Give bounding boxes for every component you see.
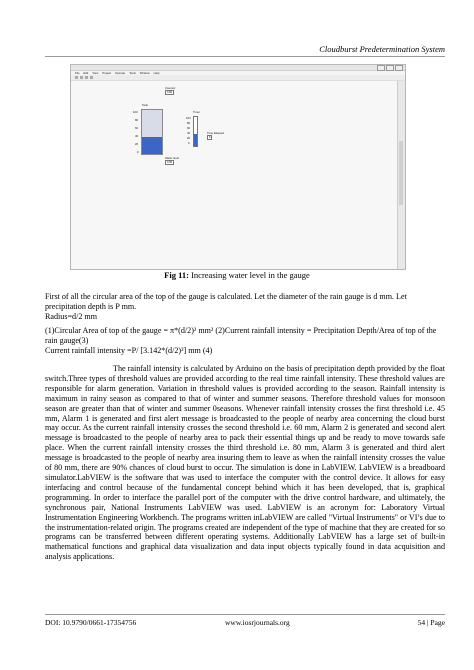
timer-slide-indicator	[193, 116, 198, 147]
header-rule	[45, 56, 445, 57]
menu-item-edit[interactable]: Edit	[83, 71, 89, 75]
menu-item-file[interactable]: File	[75, 71, 80, 75]
water-level-label: Water level	[165, 156, 179, 160]
timer-tick: 40	[187, 131, 191, 135]
menu-item-tools[interactable]: Tools	[129, 71, 136, 75]
caption-label: Fig 11:	[164, 270, 189, 280]
maximize-icon[interactable]	[386, 65, 394, 71]
minimize-icon[interactable]	[377, 65, 385, 71]
footer-site: www.iosrjournals.org	[225, 618, 290, 627]
timer-tick: 100	[186, 116, 191, 120]
time-elapsed-indicator: 0	[209, 136, 211, 139]
figure-caption	[0, 270, 474, 280]
timer-slide-fill	[194, 134, 197, 146]
run-continuous-icon[interactable]	[80, 76, 83, 79]
tank-tick: 0	[137, 150, 139, 154]
footer-doi: DOI: 10.9790/0661-17354756	[45, 618, 137, 627]
time-elapsed-label: Time Elapsed	[207, 131, 224, 135]
footer-page: 54 | Page	[417, 618, 445, 627]
intensity-indicator: 0.00	[167, 91, 173, 94]
paragraph-formula: (1)Circular Area of top of the gauge = π*(d/2)² mm² (2)Current rainfall intensity = Precipitation Depth/Area of top of the rain gauge(3)	[45, 326, 437, 345]
abort-icon[interactable]	[85, 76, 88, 79]
menu-item-view[interactable]: View	[92, 71, 99, 75]
close-icon[interactable]	[395, 65, 403, 71]
tank-tick: 60	[135, 126, 139, 130]
scrollbar-thumb[interactable]	[399, 141, 403, 205]
run-icon[interactable]	[75, 76, 78, 79]
intensity-label: Intensity	[165, 86, 176, 90]
front-panel-canvas	[71, 81, 397, 269]
tank-tick: 40	[135, 134, 139, 138]
menu-item-project[interactable]: Project	[102, 71, 112, 75]
menu-item-operate[interactable]: Operate	[115, 71, 126, 75]
paragraph-radius: Radius=d/2 mm	[45, 312, 98, 321]
caption-text: Increasing water level in the gauge	[188, 270, 310, 280]
footer-rule	[45, 614, 445, 615]
menu-item-help[interactable]: Help	[153, 71, 160, 75]
water-level-indicator: 0.00	[167, 161, 173, 164]
menu-item-window[interactable]: Window	[139, 71, 150, 75]
paragraph-formula-cont: Current rainfall intensity =P/ [3.142*(d/2)²] mm (4)	[45, 346, 213, 355]
vertical-scrollbar[interactable]	[397, 81, 405, 269]
tank-label: Tank	[142, 103, 148, 107]
timer-label: Timer	[193, 110, 201, 114]
timer-tick: 80	[187, 121, 191, 125]
timer-tick: 60	[187, 126, 191, 130]
window-buttons	[377, 65, 403, 70]
paragraph-main: The rainfall intensity is calculated by Arduino on the basis of precipitation depth provided by the float switch.Three types of threshold values are provided according to the real time rainfall intensity. These threshold values are responsible for alarm generation. Variation in threshold values is provided according to the season. Rainfall intensity is maximum in rainy season as compared to that of winter and summer seasons. Therefore threshold values for monsoon season are greater than that of winter and summer 0seasons. Whenever rainfall intensity crosses the first threshold i.e. 45 mm, Alarm 1 is generated and first alert message is broadcasted to the people of nearby area concerning the cloud burst may occur. As the current rainfall intensity crosses the second threshold i.e. 60 mm, Alarm 2 is generated and second alert message is broadcasted to the people of nearby area to pack their essential things up and be ready to move towards safe place. When the current rainfall intensity crosses the third threshold i.e. 80 mm, Alarm 3 is generated and third alert message is broadcasted to the people of nearby area insuring them to leave as when the rainfall intensity crosses the value of 80 mm, there are 90% chances of cloud burst to occur. The simulation is done in LabVIEW. LabVIEW is a breadboard simulator.LabVIEW is the software that was used to interface the computer with the control device. It allows for easy interfacing and control because of the fundamental concept behind which it has been developed, that is, graphical programming. In order to interface the parallel port of the computer with the drive control hardware, and ultimately, the synchronous pair, National Instruments LabVIEW was used. LabVIEW is an acronym for: Laboratory Virtual Instrumentation Engineering Workbench. The programs written inLabVIEW are called "Virtual Instruments" or VI’s due to the instrumentation-related origin. The programs created are independent of the type of machine that they are created for so programs can be transferred between different operating systems. Additionally LabVIEW has a large set of built-in mathematical functions and graphical data visualization and data input objects typically found in data acquisition and analysis applications.	[45, 364, 445, 562]
tank-tick: 100	[133, 110, 138, 114]
timer-tick: 0	[188, 141, 190, 145]
tank-indicator	[141, 109, 163, 155]
tank-water-fill	[142, 137, 162, 154]
tank-tick: 80	[135, 118, 139, 122]
paragraph-gauge-area: First of all the circular area of the top of the gauge is calculated. Let the diameter of the rain gauge is d mm. Let precipitation depth is P mm.	[45, 292, 407, 311]
timer-tick: 20	[187, 136, 191, 140]
page-header-title: Cloudburst Predetermination System	[319, 44, 445, 54]
tank-tick: 20	[135, 142, 139, 146]
labview-screenshot	[70, 64, 406, 270]
pause-icon[interactable]	[90, 76, 93, 79]
